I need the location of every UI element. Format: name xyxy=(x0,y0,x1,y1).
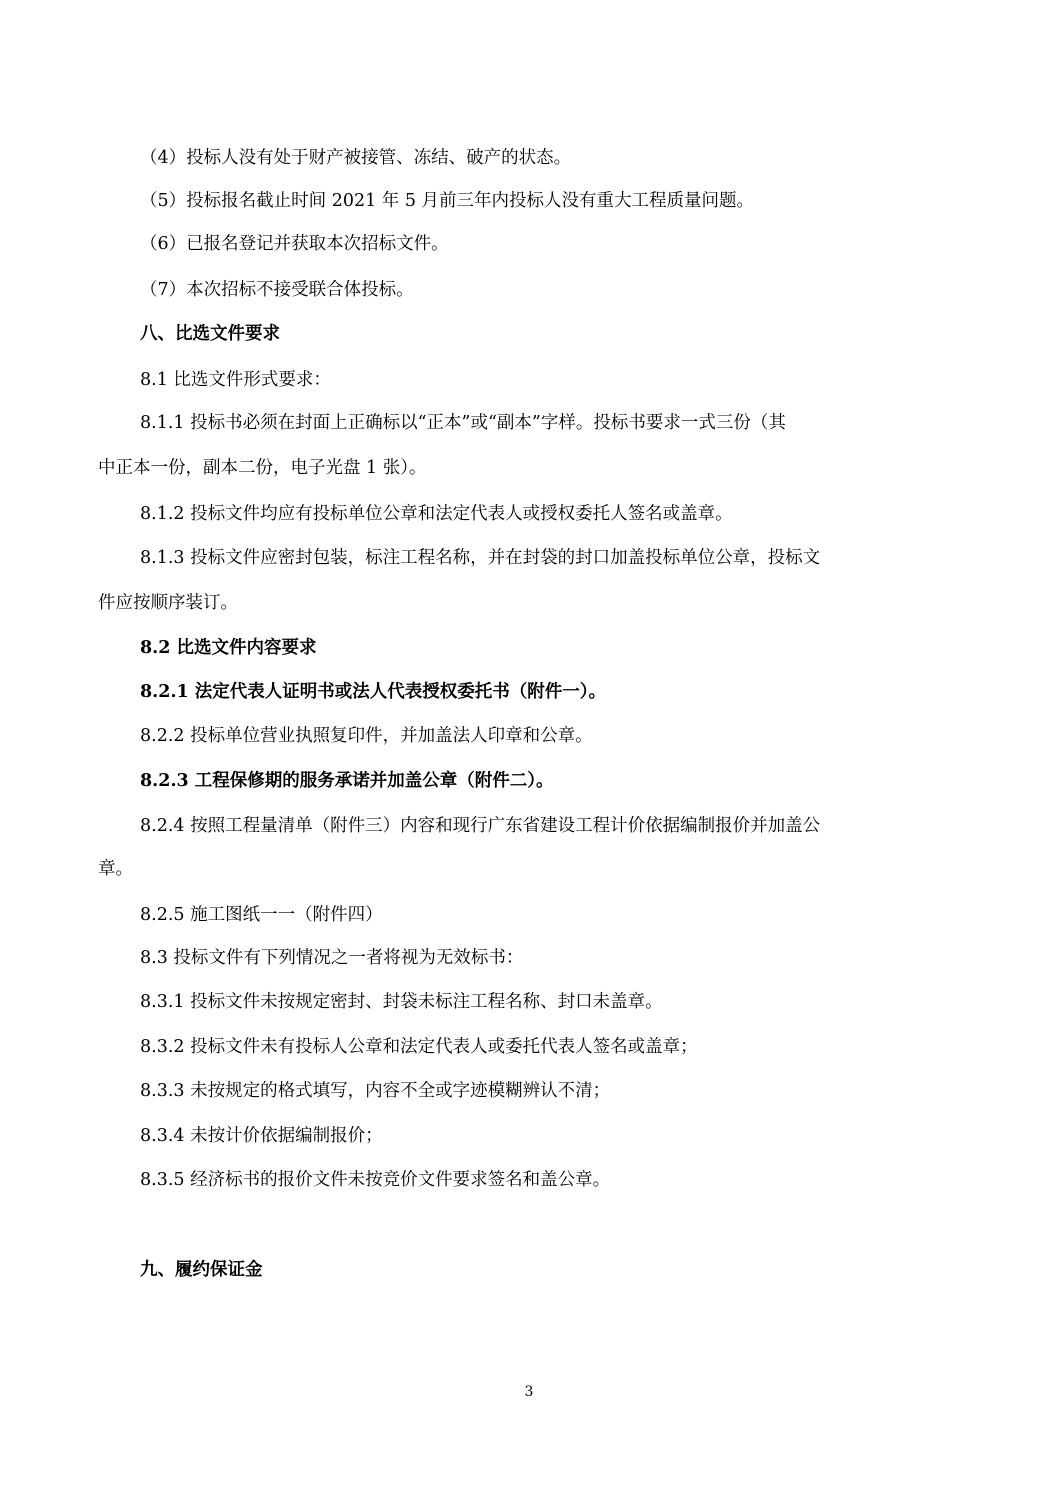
clause-8-1-2: 8.1.2 投标文件均应有投标单位公章和法定代表人或授权委托人签名或盖章。 xyxy=(140,504,733,524)
clause-8-2-1: 8.2.1 法定代表人证明书或法人代表授权委托书（附件一）。 xyxy=(140,682,607,702)
clause-8-3-2: 8.3.2 投标文件未有投标人公章和法定代表人或委托代表人签名或盖章； xyxy=(140,1037,698,1057)
clause-8-3-4: 8.3.4 未按计价依据编制报价； xyxy=(140,1126,383,1146)
clause-8-3-3: 8.3.3 未按规定的格式填写，内容不全或字迹模糊辨认不清； xyxy=(140,1081,611,1101)
page-number: 3 xyxy=(524,1384,534,1400)
item-6: （6）已报名登记并获取本次招标文件。 xyxy=(140,234,449,254)
item-5: （5）投标报名截止时间 2021 年 5 月前三年内投标人没有重大工程质量问题。 xyxy=(140,191,755,211)
clause-8-2-5: 8.2.5 施工图纸一一（附件四） xyxy=(140,905,383,925)
clause-8-1-heading: 8.1 比选文件形式要求： xyxy=(140,370,331,390)
clause-8-1-3-line1: 8.1.3 投标文件应密封包装，标注工程名称，并在封袋的封口加盖投标单位公章，投标文 xyxy=(140,548,821,568)
item-7: （7）本次招标不接受联合体投标。 xyxy=(140,280,414,300)
clause-8-1-1-line1: 8.1.1 投标书必须在封面上正确标以“正本”或“副本”字样。投标书要求一式三份（其 xyxy=(140,413,786,433)
clause-8-3-heading: 8.3 投标文件有下列情况之一者将视为无效标书： xyxy=(140,948,524,968)
clause-8-2-2: 8.2.2 投标单位营业执照复印件，并加盖法人印章和公章。 xyxy=(140,726,593,746)
clause-8-3-1: 8.3.1 投标文件未按规定密封、封袋未标注工程名称、封口未盖章。 xyxy=(140,992,663,1012)
section-9-heading: 九、履约保证金 xyxy=(140,1260,263,1280)
clause-8-3-5: 8.3.5 经济标书的报价文件未按竞价文件要求签名和盖公章。 xyxy=(140,1170,611,1190)
clause-8-2-4-line1: 8.2.4 按照工程量清单（附件三）内容和现行广东省建设工程计价依据编制报价并加盖公 xyxy=(140,816,821,836)
clause-8-1-1-line2: 中正本一份，副本二份，电子光盘 1 张）。 xyxy=(98,458,427,478)
clause-8-2-4-line2: 章。 xyxy=(98,859,133,879)
section-8-heading: 八、比选文件要求 xyxy=(140,324,280,344)
item-4: （4）投标人没有处于财产被接管、冻结、破产的状态。 xyxy=(140,148,572,168)
clause-8-1-3-line2: 件应按顺序装订。 xyxy=(98,593,238,613)
clause-8-2-heading: 8.2 比选文件内容要求 xyxy=(140,638,317,658)
clause-8-2-3: 8.2.3 工程保修期的服务承诺并加盖公章（附件二）。 xyxy=(140,771,554,791)
